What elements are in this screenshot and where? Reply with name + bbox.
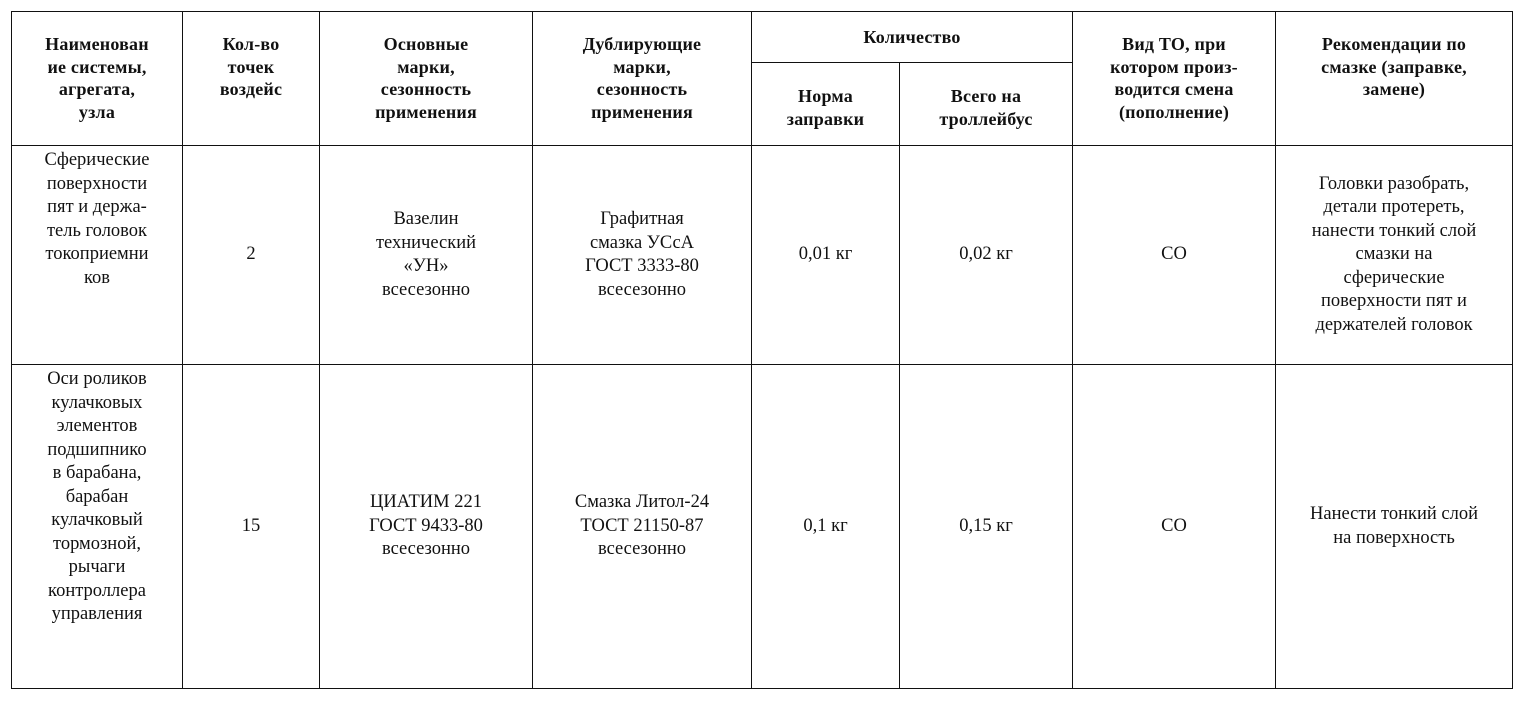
- header-fill-norm-text: Норма заправки: [786, 86, 865, 129]
- cell-recommendation-text: Нанести тонкий слой на поверхность: [1310, 504, 1478, 548]
- cell-duplicate-brand-text: Смазка Литол-24 ТОСТ 21150-87 всесезонно: [574, 492, 710, 560]
- cell-duplicate-brand-text: Графитная смазка УСсА ГОСТ 3333-80 всесезонно: [585, 209, 699, 300]
- table-row: [12, 365, 1513, 689]
- cell-system-name-text: Оси роликов кулачковых элементов подшипнико в барабана, барабан кулачковый тормозной, рычаги контроллера управления: [47, 369, 147, 624]
- cell-points-count-text: 15: [241, 515, 261, 536]
- cell-service-type-text: СО: [1161, 244, 1187, 265]
- cell-total: [900, 146, 1073, 365]
- header-recommendations-text: Рекомендации по смазке (заправке, замене): [1321, 34, 1467, 99]
- cell-fill-norm-text: 0,1 кг: [803, 515, 848, 536]
- cell-fill-norm: [752, 365, 900, 689]
- header-system-name-text: Наименован ие системы, агрегата, узла: [45, 34, 149, 122]
- header-total-per-trolleybus-text: Всего на троллейбус: [939, 86, 1033, 129]
- cell-total-text: 0,15 кг: [959, 515, 1013, 536]
- table-row: [12, 146, 1513, 365]
- cell-total: [900, 365, 1073, 689]
- cell-duplicate-brand: [533, 146, 752, 365]
- cell-recommendation: [1276, 365, 1513, 689]
- cell-points-count: [183, 146, 320, 365]
- header-quantity: [752, 12, 1073, 63]
- cell-duplicate-brand: [533, 365, 752, 689]
- cell-main-brand: [320, 146, 533, 365]
- cell-recommendation-text: Головки разобрать, детали протереть, нанести тонкий слой смазки на сферические поверхности пят и держателей головок: [1311, 173, 1477, 335]
- cell-system-name-text: Сферические поверхности пят и держа- тель головок токоприемни ков: [44, 150, 150, 288]
- header-points-count-text: Кол-во точек воздейс: [219, 34, 283, 99]
- header-main-brands-text: Основные марки, сезонность применения: [375, 34, 477, 122]
- cell-service-type: [1073, 365, 1276, 689]
- header-duplicate-brands: [533, 12, 752, 146]
- header-quantity-text: Количество: [863, 26, 961, 47]
- cell-main-brand-text: ЦИАТИМ 221 ГОСТ 9433-80 всесезонно: [369, 492, 483, 560]
- header-main-brands: [320, 12, 533, 146]
- cell-points-count-text: 2: [246, 244, 256, 265]
- cell-system-name: [12, 146, 183, 365]
- cell-points-count: [183, 365, 320, 689]
- cell-system-name: [12, 365, 183, 689]
- header-total-per-trolleybus: [900, 63, 1073, 146]
- cell-recommendation: [1276, 146, 1513, 365]
- lubrication-table: [11, 11, 1513, 689]
- header-system-name: [12, 12, 183, 146]
- cell-total-text: 0,02 кг: [959, 244, 1013, 265]
- cell-main-brand-text: Вазелин технический «УН» всесезонно: [375, 209, 477, 300]
- header-duplicate-brands-text: Дублирующие марки, сезонность применения: [582, 34, 702, 122]
- header-fill-norm: [752, 63, 900, 146]
- header-recommendations: [1276, 12, 1513, 146]
- cell-fill-norm-text: 0,01 кг: [798, 244, 853, 265]
- header-service-type: [1073, 12, 1276, 146]
- header-points-count: [183, 12, 320, 146]
- header-row-1: [12, 12, 1513, 63]
- cell-main-brand: [320, 365, 533, 689]
- cell-service-type-text: СО: [1161, 515, 1187, 536]
- cell-service-type: [1073, 146, 1276, 365]
- cell-fill-norm: [752, 146, 900, 365]
- header-service-type-text: Вид ТО, при котором произ- водится смена (пополнение): [1110, 34, 1238, 122]
